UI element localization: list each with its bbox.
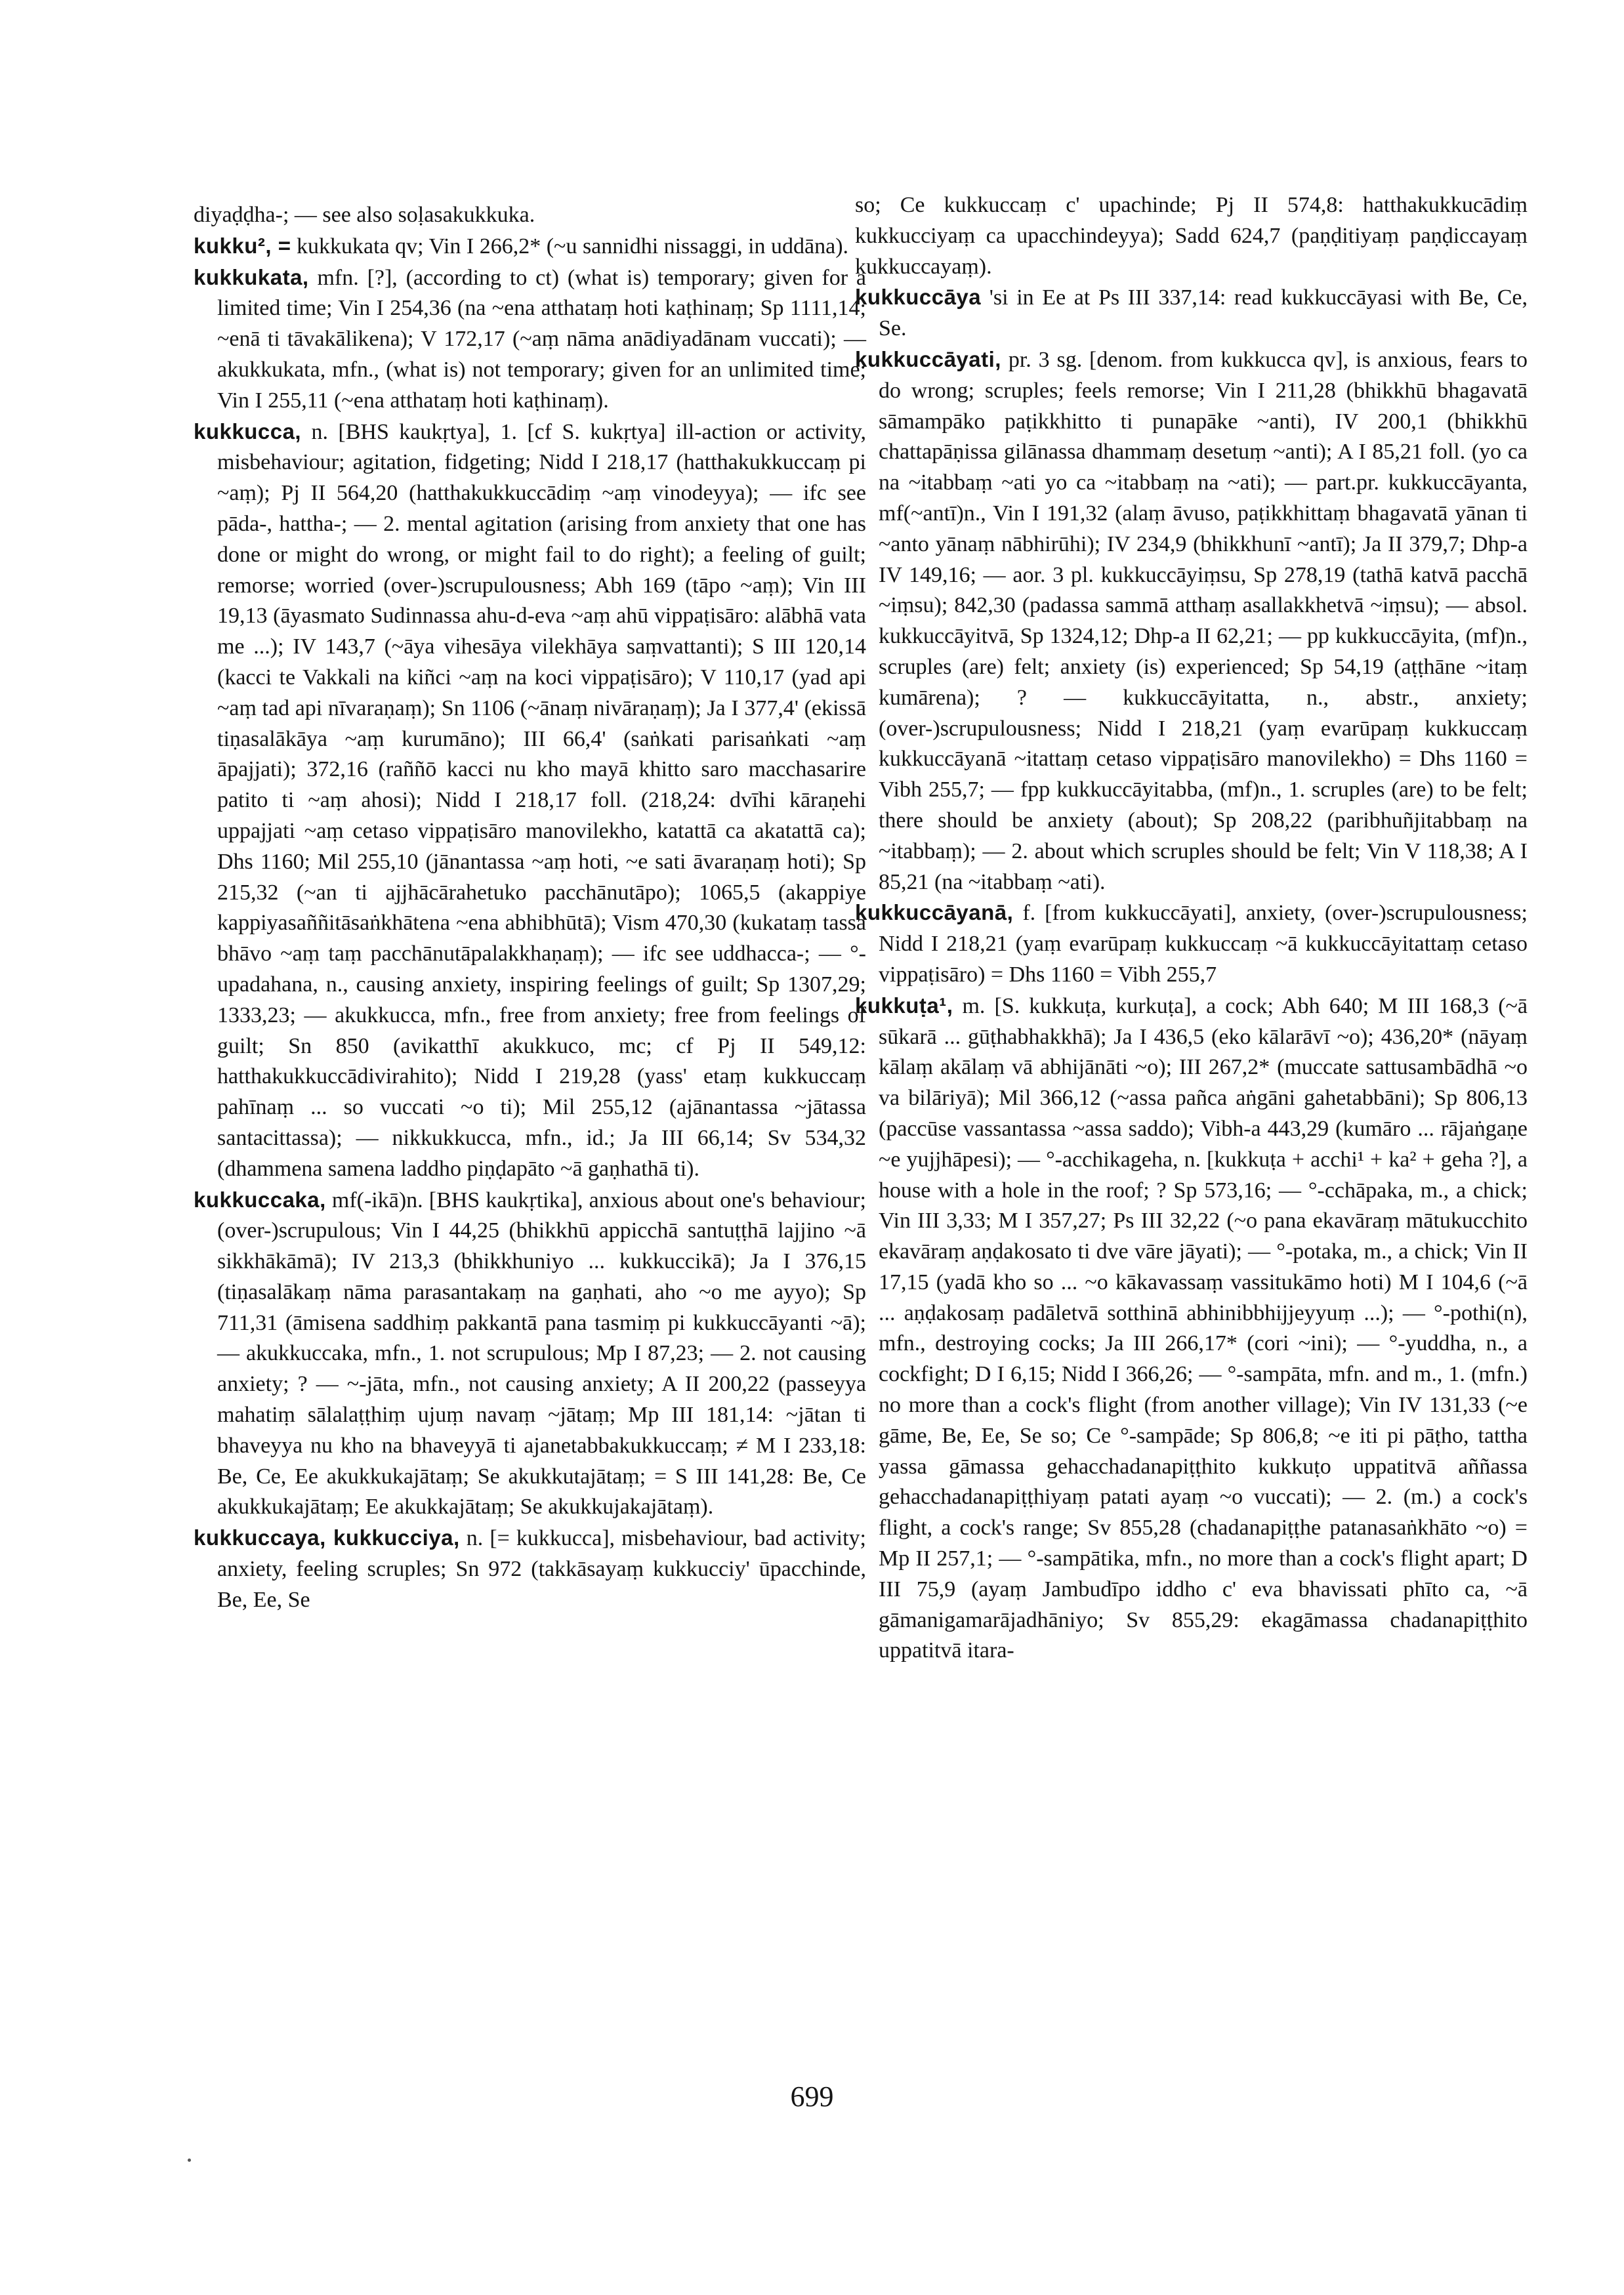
entry-text: n. [BHS kaukṛtya], 1. [cf S. kukṛtya] ill-action or activity, misbehaviour; agitation, fidgeting; Nidd I 218,17 (hatthakukkuccaṃ pi ~aṃ); Pj II 564,20 (hatthakukkuccādiṃ ~aṃ vinodeyya); — ifc see pāda-, hattha-; — 2. mental agitation (arising from anxiety that one has done or might do wrong, or might fail to do right); a feeling of guilt; remorse; worried (over-)scrupulousness; Abh 169 (tāpo ~aṃ); Vin III 19,13 (āyasmato Sudinnassa ahu-d-eva ~aṃ ahū vippaṭisāro: alābhā vata me ...); IV 143,7 (~āya vihesāya vilekhāya saṃvattanti); S III 120,14 (kacci te Vakkali na kiñci ~aṃ na koci vippaṭisāro); V 110,17 (yad api ~aṃ tad api nīvaraṇaṃ); Sn 1106 (~ānaṃ nivāraṇaṃ); Ja I 377,4' (ekissā tiṇasalākāya ~aṃ kurumāno); III 66,4' (saṅkati parisaṅkati ~aṃ āpajjati); 372,16 (raññō kacci nu kho mayā khitto saro macchasarire patito ti ~aṃ ahosi); Nidd I 218,17 foll. (218,24: dvīhi kāraṇehi uppajjati ~aṃ cetaso vippaṭisāro manovilekho, katattā ca akatattā ca); Dhs 1160; Mil 255,10 (jānantassa ~aṃ hoti, ~e sati āvaraṇaṃ hoti); Sp 215,32 (~an ti ajjhācārahetuko pacchānutāpo); 1065,5 (akappiye kappiyasaññitāsaṅkhātena ~ena abhibhūtā); Vism 470,30 (kukataṃ tassa bhāvo ~aṃ taṃ pacchānutāpalakkhaṇaṃ); — ifc see uddhacca-; — °-upadahana, n., causing anxiety, inspiring feelings of guilt; Sp 1307,29; 1333,23; — akukkucca, mfn., free from anxiety; free from feelings of guilt; Sn 850 (avikatthī akukkuco, mc; cf Pj II 549,12: hatthakukkuccādivirahito); Nidd I 219,28 (yass' etaṃ kukkuccaṃ pahīnaṃ ... so vuccati ~o ti); Mil 255,12 (ajānantassa ~jātassa santacittassa); — nikkukkucca, mfn., id.; Ja III 66,14; Sv 534,32 (dhammena samena laddho piṇḍapāto ~ā gaṇhathā ti). xyxy=(217,419,866,1181)
dictionary-entry xyxy=(194,262,866,417)
page-number: 699 xyxy=(790,2080,834,2113)
dictionary-entry xyxy=(194,200,866,231)
entry-text: pr. 3 sg. [denom. from kukkucca qv], is anxious, fears to do wrong; scruples; feels remorse; Vin I 211,28 (bhikkhū bhagavatā sāmampāko paṭikkhitto ti punapāke ~anti), IV 200,1 (bhikkhū chattapāṇissa gilānassa dhammaṃ desetuṃ ~anti); A I 85,21 foll. (yo ca na ~itabbaṃ ~ati yo ca ~itabbaṃ na ~ati); — part.pr. kukkuccāyanta, mf(~antī)n., Vin I 191,32 (alaṃ āvuso, paṭikkhittaṃ bhagavatā yānan ti ~anto yānaṃ nābhirūhi); IV 234,9 (bhikkhunī ~antī); Ja II 379,7; Dhp-a IV 149,16; — aor. 3 pl. kukkuccāyiṃsu, Sp 278,19 (tathā katvā pacchā ~iṃsu); 842,30 (padassa sammā atthaṃ asallakkhetvā ~iṃsu); — absol. kukkuccāyitvā, Sp 1324,12; Dhp-a II 62,21; — pp kukkuccāyita, (mf)n., scruples (are) felt; anxiety (is) experienced; Sp 54,19 (aṭṭhāne ~itaṃ kumārena); ? — kukkuccāyitatta, n., abstr., anxiety; (over-)scrupulousness; Nidd I 218,21 (yaṃ evarūpaṃ kukkuccaṃ kukkuccāyanā ~itattaṃ cetaso vippaṭisāro manovilekho) = Dhs 1160 = Vibh 255,7; — fpp kukkuccāyitabba, (mf)n., 1. scruples (are) to be felt; there should be anxiety (about); Sp 208,22 (paribhuñjitabbaṃ na ~itabbaṃ); — 2. about which scruples should be felt; Vin V 118,38; A I 85,21 (na ~itabbaṃ ~ati). xyxy=(879,347,1528,894)
headword: kukkuṭa¹, xyxy=(855,993,953,1018)
headword: kukkukata, xyxy=(194,264,309,289)
left-column xyxy=(194,200,866,1616)
entry-text: so; Ce kukkuccaṃ c' upachinde; Pj II 574,8: hatthakukkucādiṃ kukkucciyaṃ ca upacchindeyya); Sadd 624,7 (paṇḍitiyaṃ paṇḍiccayaṃ kukkuccayaṃ). xyxy=(855,193,1528,279)
entry-text: kukkukata qv; Vin I 266,2* (~u sannidhi nissaggi, in uddāna). xyxy=(291,234,849,258)
headword: kukkuccāyanā, xyxy=(855,900,1014,925)
dictionary-entry xyxy=(855,991,1528,1667)
dictionary-entry xyxy=(855,898,1528,990)
dictionary-entry xyxy=(194,1523,866,1615)
headword: kukkuccaya, kukkucciya, xyxy=(194,1525,460,1550)
dictionary-entry xyxy=(855,344,1528,898)
entry-text: m. [S. kukkuṭa, kurkuṭa], a cock; Abh 640; M III 168,3 (~ā sūkarā ... gūṭhabhakkhā); Ja I 436,5 (eko kālarāvī ~o); 436,20* (nāyaṃ kālaṃ akālaṃ vā abhijānāti ~o); III 267,2* (muccate sattusambādhā ~o va bilāriyā); Mil 366,12 (~assa pañca aṅgāni gahetabbāni); Sp 806,13 (paccūse vassantassa ~assa saddo); Vibh-a 443,29 (kumāro ... rājaṅgaṇe ~e yujjhāpesi); — °-acchikageha, n. [kukkuṭa + acchi¹ + ka² + geha ?], a house with a hole in the roof; ? Sp 573,16; — °-cchāpaka, m., a chick; Vin III 3,33; M I 357,27; Ps III 32,22 (~o pana ekavāraṃ mātukucchito ekavāraṃ aṇḍakosato ti dve vāre jāyati); — °-potaka, m., a chick; Vin II 17,15 (yadā kho so ... ~o kākavassaṃ vassitukāmo hoti) M I 104,6 (~ā ... aṇḍakosaṃ padāletvā sotthinā abhinibbhijjeyyuṃ ...); — °-pothi(n), mfn., destroying cocks; Ja III 266,17* (cori ~ini); — °-yuddha, n., a cockfight; D I 6,15; Nidd I 366,26; — °-sampāta, mfn. and m., 1. (mfn.) no more than a cock's flight (from another village); Vin IV 131,33 (~e gāme, Be, Ee, Se so; Ce °-sampāde; Sp 806,8; ~e iti pi pāṭho, tattha yassa gāmassa gehacchadanapiṭṭhito kukkuṭo uppatitvā aññassa gehacchadanapiṭṭhiyaṃ patati ayaṃ ~o vuccati); — 2. (m.) a cock's flight, a cock's range; Sv 855,28 (chadanapiṭṭhe patanasaṅkhāto ~o) = Mp II 257,1; — °-sampātika, mfn., no more than a cock's flight apart; D III 75,9 (ayaṃ Jambudīpo iddho c' eva bhavissati phīto ca, ~ā gāmanigamarājadhāniyo; Sv 855,29: ekagāmassa chadanapiṭṭhito uppatitvā itara- xyxy=(879,993,1528,1663)
headword: kukkucca, xyxy=(194,419,302,444)
entry-text: diyaḍḍha-; — see also soḷasakukkuka. xyxy=(194,203,535,227)
dictionary-entry xyxy=(194,231,866,262)
entry-text: mf(-ikā)n. [BHS kaukṛtika], anxious about one's behaviour; (over-)scrupulous; Vin I 44,25 (bhikkhū appicchā santuṭṭhā lajjino ~ā sikkhākāmā); IV 213,3 (bhikkhuniyo ... kukkuccikā); Ja I 376,15 (tiṇasalākaṃ nāma parasantakaṃ na gaṇhati, aho ~o me ayyo); Sp 711,31 (āmisena saddhiṃ pakkantā pana tasmiṃ pi kukkuccāyanti ~ā); — akukkuccaka, mfn., 1. not scrupulous; Mp I 87,23; — 2. not causing anxiety; ? — ~-jāta, mfn., not causing anxiety; A II 200,22 (passeyya mahatiṃ sālalaṭṭhiṃ ujuṃ navaṃ ~jātaṃ; Mp III 181,14: ~jātan ti bhaveyya nu kho na bhaveyyā ti ajanetabbakukkuccaṃ; ≠ M I 233,18: Be, Ce, Ee akukkukajātaṃ; Se akukkutajātaṃ; = S III 141,28: Be, Ce akukkukajātaṃ; Ee akukkajātaṃ; Se akukkujakajātaṃ). xyxy=(217,1188,866,1520)
entry-text: n. [= kukkucca], misbehaviour, bad activity; anxiety, feeling scruples; Sn 972 (takkāsayaṃ kukkucciy' ūpacchinde, Be, Ee, Se xyxy=(217,1526,866,1612)
headword: kukkuccāyati, xyxy=(855,346,1001,371)
entry-text: mfn. [?], (according to ct) (what is) temporary; given for a limited time; Vin I 254,36 (na ~ena atthataṃ hoti kaṭhinaṃ; Sp 1111,14; ~enā ti tāvakālikena); V 172,17 (~aṃ nāma anādiyadānam vuccati); — akukkukata, mfn., (what is) not temporary; given for an unlimited time; Vin I 255,11 (~ena atthataṃ hoti kaṭhinaṃ). xyxy=(217,265,866,413)
dictionary-entry xyxy=(855,282,1528,344)
right-column xyxy=(855,190,1528,1666)
dictionary-entry xyxy=(194,1185,866,1523)
headword: kukku², = xyxy=(194,233,291,258)
entry-text: 'si in Ee at Ps III 337,14: read kukkuccāyasi with Be, Ce, Se. xyxy=(879,285,1528,341)
scan-mark xyxy=(188,2159,191,2162)
dictionary-entry xyxy=(855,190,1528,282)
headword: kukkuccaka, xyxy=(194,1187,326,1212)
dictionary-entry xyxy=(194,417,866,1185)
entry-text: f. [from kukkuccāyati], anxiety, (over-)scrupulousness; Nidd I 218,21 (yaṃ evarūpaṃ kukkuccaṃ ~ā kukkuccāyitattaṃ cetaso vippaṭisāro) = Dhs 1160 = Vibh 255,7 xyxy=(879,901,1528,987)
headword: kukkuccāya xyxy=(855,285,982,310)
